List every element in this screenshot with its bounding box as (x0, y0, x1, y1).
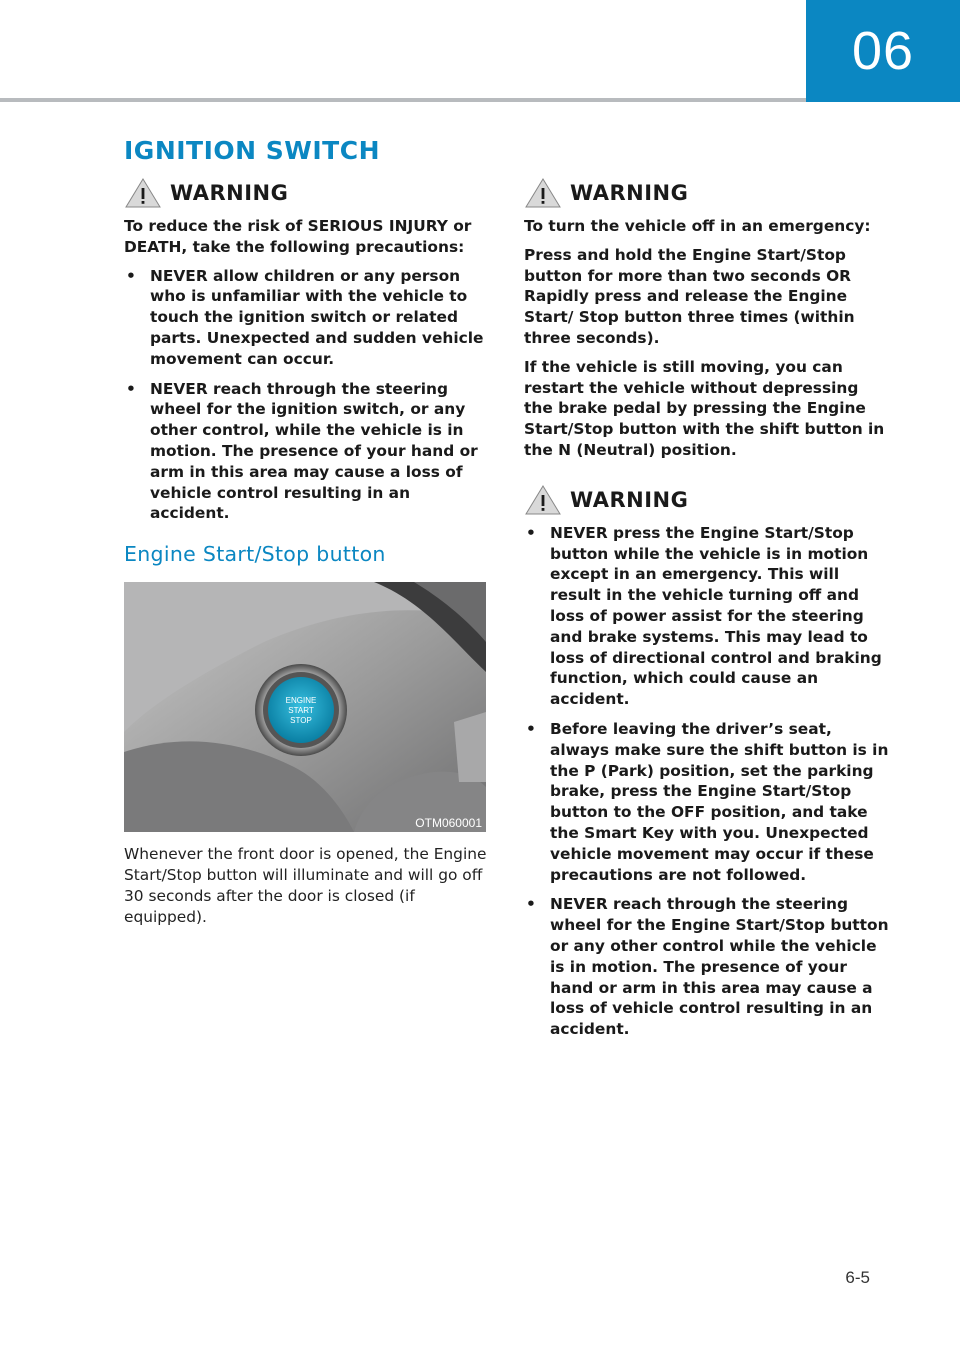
button-label-line: STOP (290, 716, 312, 726)
subheading-engine-start-stop: Engine Start/Stop button (124, 542, 386, 567)
engine-start-button-photo (124, 582, 486, 832)
warning-title: WARNING (570, 181, 689, 205)
page-number: 6-5 (845, 1268, 870, 1287)
warning-paragraph: To turn the vehicle off in an emergency: (524, 217, 871, 235)
warning-list (124, 266, 490, 525)
right-column (524, 176, 890, 1049)
left-column (124, 176, 490, 927)
list-item: • NEVER press the Engine Start/Stop button while the vehicle is in motion except in an emergency. This will result in the vehicle turning off and loss of power assist for the steering and brake systems. This may lead to loss of directional control and braking function, which could cause an accident. (524, 523, 890, 710)
warning-title: WARNING (570, 487, 689, 512)
chapter-tab: 06 (806, 0, 960, 102)
warning-triangle-icon (524, 177, 562, 209)
list-item: • NEVER reach through the steering wheel for the Engine Start/Stop button or any other control while the vehicle is in motion. The presence of your hand or arm in this area may cause a loss of vehicle control resulting in an accident. (524, 894, 890, 1040)
figure-caption: OTM060001 (415, 816, 482, 831)
warning-triangle-icon (524, 484, 562, 516)
list-item: • NEVER allow children or any person who is unfamiliar with the vehicle to touch the ignition switch or related parts. Unexpected and sudden vehicle movement can occur. (124, 266, 490, 370)
warning-paragraph: Press and hold the Engine Start/Stop button for more than two seconds OR Rapidly press and release the Engine Start/ Stop button three times (within three seconds). (524, 245, 855, 347)
warning-paragraph: If the vehicle is still moving, you can restart the vehicle without depressing the brake pedal by pressing the Engine Start/Stop button with the shift button in the N (Neutral) position. (524, 357, 885, 459)
warning-header (524, 176, 890, 210)
warning-header (124, 176, 490, 210)
header-rule (0, 98, 806, 102)
warning-header (524, 483, 890, 517)
warning-intro: To reduce the risk of SERIOUS INJURY or DEATH, take the following precautions: (124, 217, 472, 256)
button-label-line: ENGINE (285, 696, 317, 706)
button-label-line: START (288, 706, 314, 716)
warning-triangle-icon (124, 177, 162, 209)
warning-title: WARNING (170, 181, 289, 205)
list-item: • Before leaving the driver’s seat, always make sure the shift button is in the P (Park) position, set the parking brake, press the Engine Start/Stop button to the OFF position, and take the Smart Key with you. Unexpected vehicle movement may occur if these precautions are not followed. (524, 719, 890, 885)
warning-list (524, 523, 890, 1040)
body-text: Whenever the front door is opened, the Engine Start/Stop button will illuminate and will go off 30 seconds after the door is closed (if equipped). (124, 845, 487, 926)
section-title: IGNITION SWITCH (124, 136, 380, 165)
list-item: • NEVER reach through the steering wheel for the ignition switch, or any other control, while the vehicle is in motion. The presence of your hand or arm in this area may cause a loss of vehicle control resulting in an accident. (124, 379, 490, 525)
